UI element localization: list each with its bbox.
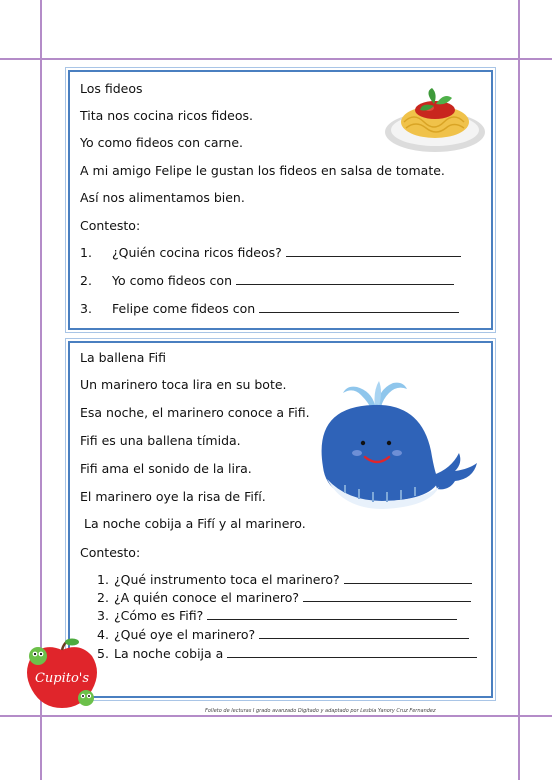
story-panel-fideos xyxy=(68,70,493,330)
answer-blank[interactable] xyxy=(236,274,454,285)
story-sentence: Esa noche, el marinero conoce a Fifi. xyxy=(80,405,310,420)
page-frame-bottom xyxy=(0,715,552,717)
story-sentence: El marinero oye la risa de Fifí. xyxy=(80,489,266,504)
question-text: Felipe come fideos con xyxy=(112,301,256,316)
question-row xyxy=(112,245,461,260)
story-sentence: Fifi es una ballena tímida. xyxy=(80,433,241,448)
apple-logo-icon xyxy=(22,636,102,712)
question-number: 3. xyxy=(97,608,109,623)
story-sentence: Fifi ama el sonido de la lira. xyxy=(80,461,252,476)
story-title: La ballena Fifi xyxy=(80,350,167,365)
answer-blank[interactable] xyxy=(303,591,471,602)
question-row xyxy=(112,301,459,316)
story-sentence: A mi amigo Felipe le gustan los fideos en salsa de tomate. xyxy=(80,163,445,178)
question-number: 1. xyxy=(97,572,109,587)
footer-credit: Folleto de lecturas I grado avanzado Digitado y adaptado por Lesbia Yanory Cruz Fernandez xyxy=(205,708,436,714)
answer-heading: Contesto: xyxy=(80,545,141,560)
answer-blank[interactable] xyxy=(344,573,472,584)
story-title: Los fideos xyxy=(80,81,143,96)
question-text: ¿Qué oye el marinero? xyxy=(114,627,256,642)
answer-heading: Contesto: xyxy=(80,218,141,233)
question-number: 1. xyxy=(80,245,92,260)
question-number: 2. xyxy=(80,273,92,288)
question-text: ¿Cómo es Fifi? xyxy=(114,608,204,623)
question-row xyxy=(114,590,471,605)
answer-blank[interactable] xyxy=(286,246,461,257)
question-number: 4. xyxy=(97,627,109,642)
question-row xyxy=(114,627,469,642)
page-frame-top xyxy=(0,58,552,60)
answer-blank[interactable] xyxy=(259,302,459,313)
question-text: ¿Qué instrumento toca el marinero? xyxy=(114,572,340,587)
logo-text: Cupito's xyxy=(34,671,90,686)
question-row xyxy=(114,608,457,623)
question-text: ¿Quién cocina ricos fideos? xyxy=(112,245,282,260)
page-frame-right xyxy=(518,0,520,780)
story-sentence: Yo como fideos con carne. xyxy=(80,135,244,150)
story-sentence: Tita nos cocina ricos fideos. xyxy=(80,108,253,123)
whale-icon xyxy=(315,375,485,515)
story-sentence: Así nos alimentamos bien. xyxy=(80,190,245,205)
question-text: Yo como fideos con xyxy=(112,273,232,288)
answer-blank[interactable] xyxy=(227,647,477,658)
question-row xyxy=(112,273,454,288)
story-sentence: Un marinero toca lira en su bote. xyxy=(80,377,287,392)
answer-blank[interactable] xyxy=(259,628,469,639)
question-text: ¿A quién conoce el marinero? xyxy=(114,590,300,605)
question-row xyxy=(114,646,477,661)
question-number: 3. xyxy=(80,301,92,316)
question-number: 5. xyxy=(97,646,109,661)
story-panel-ballena xyxy=(68,341,493,698)
spaghetti-plate-icon xyxy=(382,84,488,156)
question-number: 2. xyxy=(97,590,109,605)
question-text: La noche cobija a xyxy=(114,646,224,661)
story-sentence: La noche cobija a Fifí y al marinero. xyxy=(80,516,306,531)
answer-blank[interactable] xyxy=(207,609,457,620)
question-row xyxy=(114,572,472,587)
